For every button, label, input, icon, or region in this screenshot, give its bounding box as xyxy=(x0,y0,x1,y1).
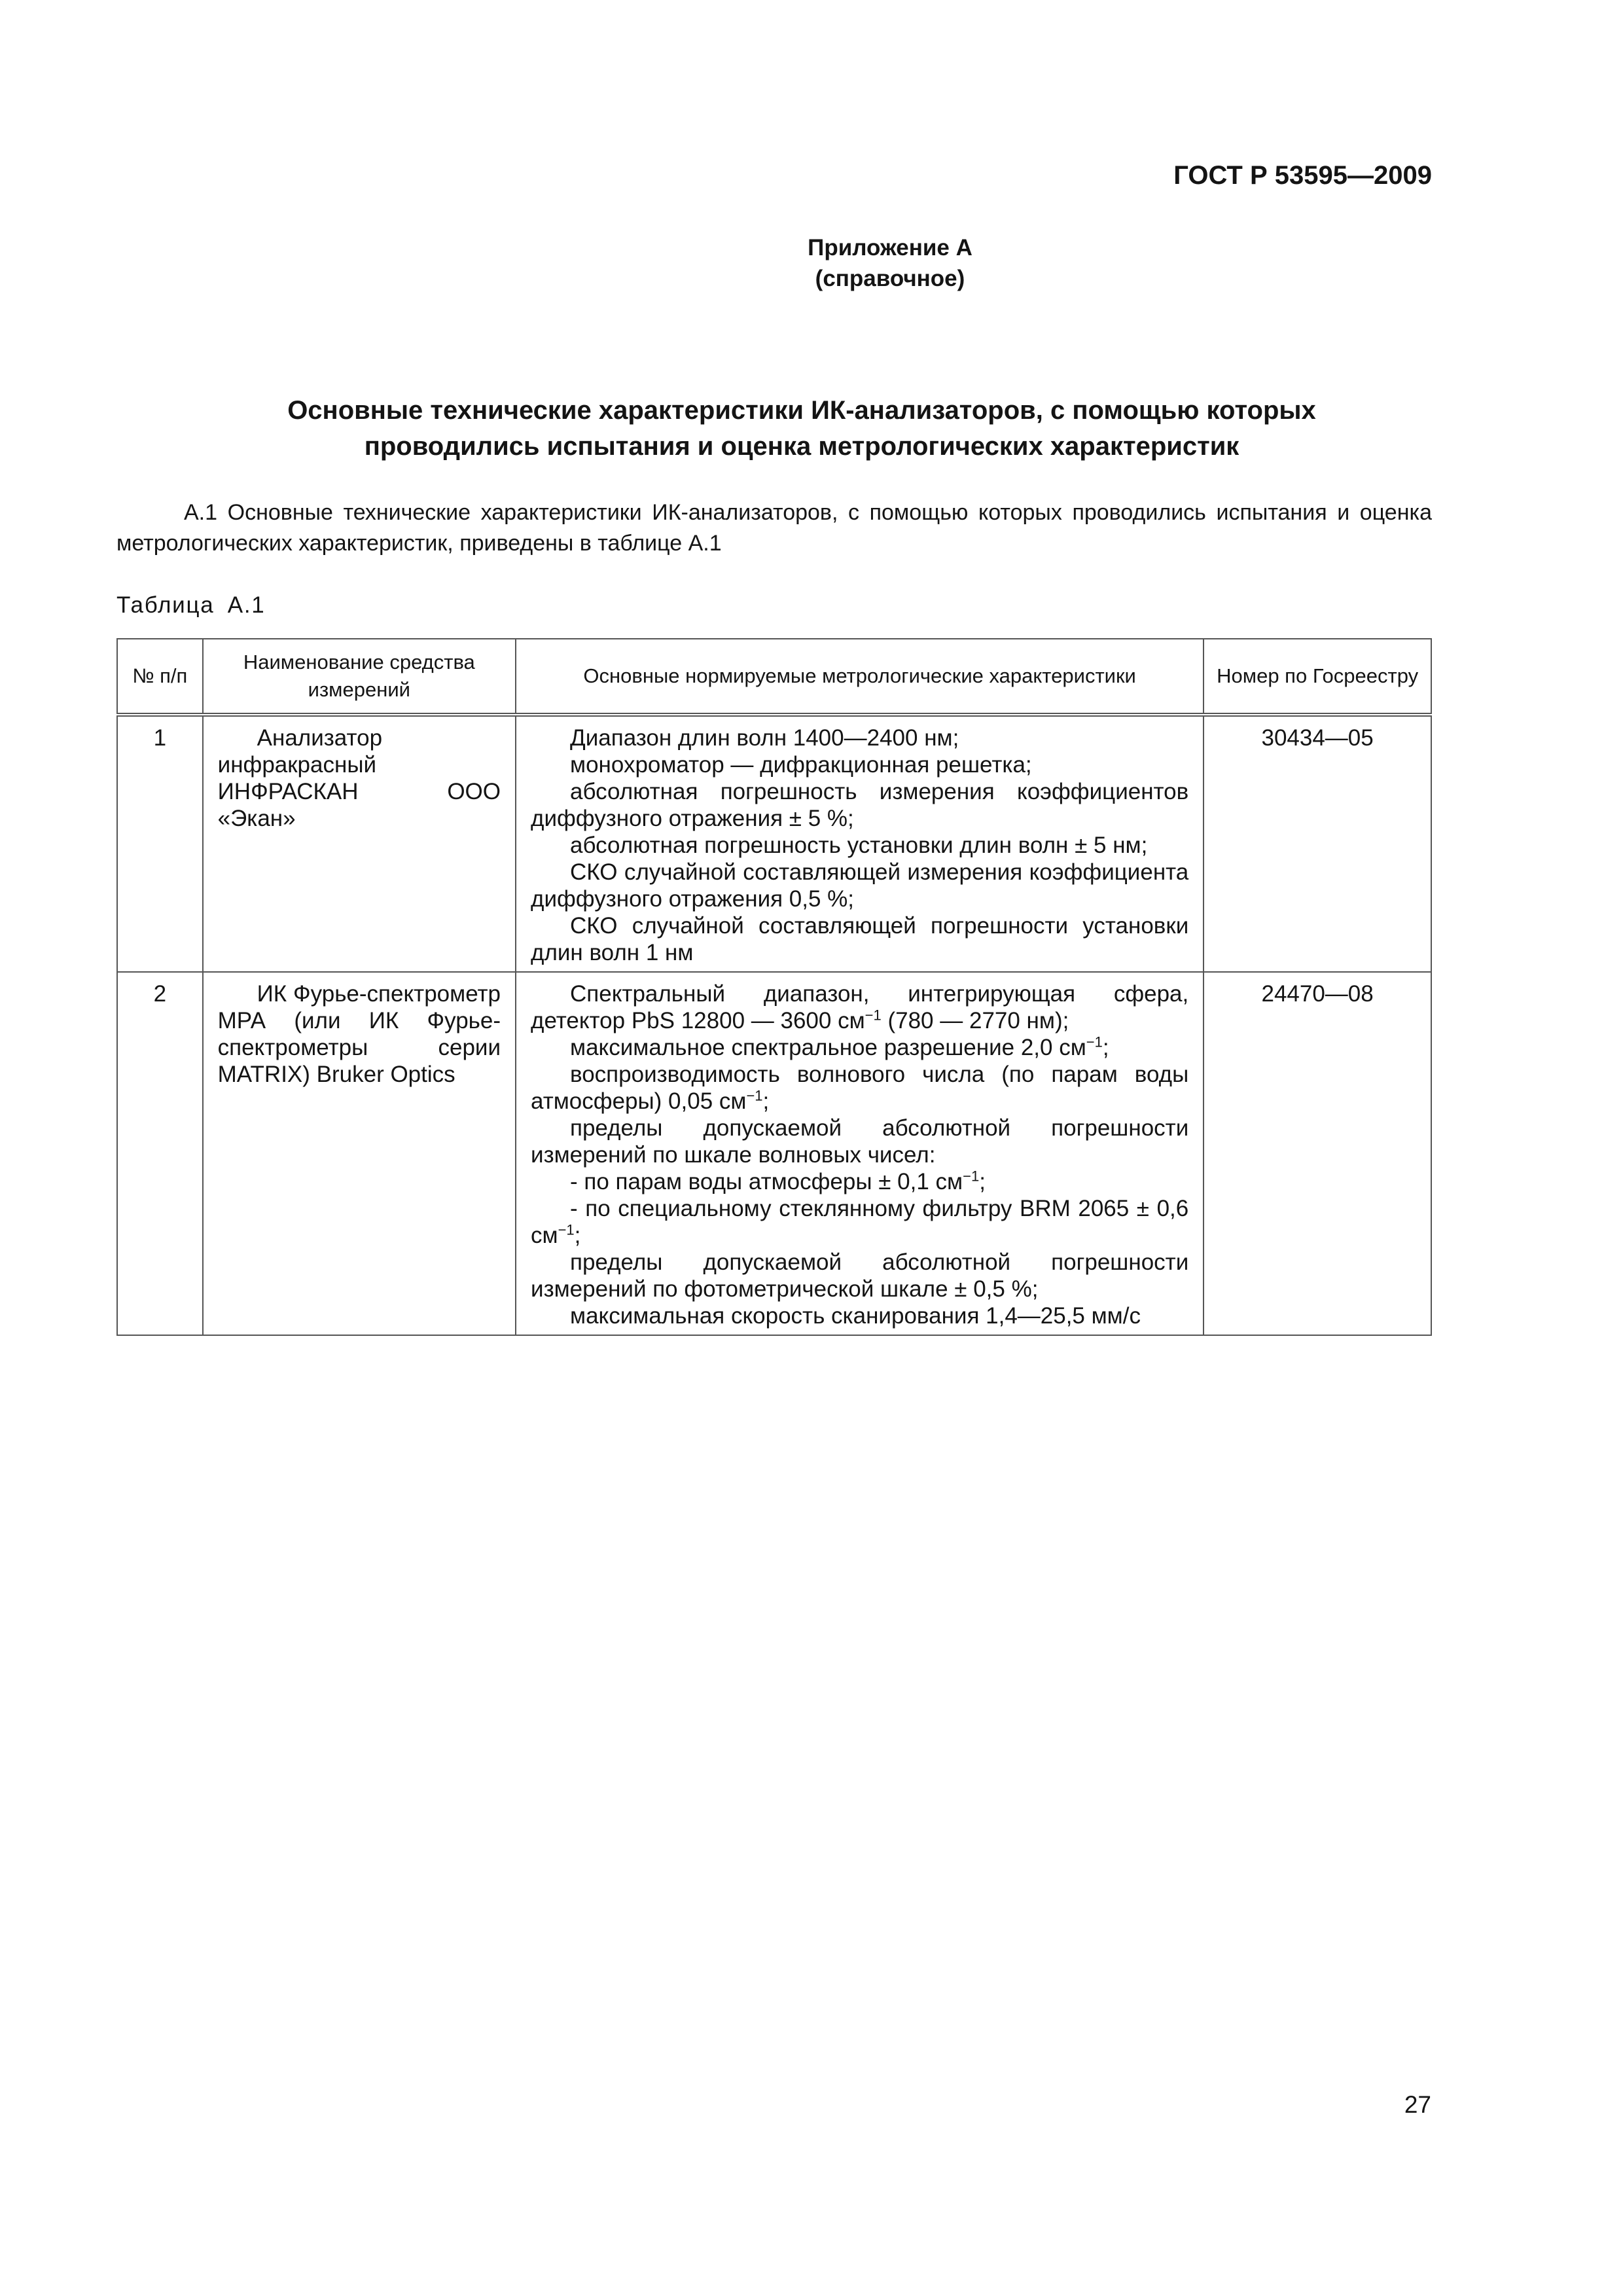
instrument-name-cell xyxy=(203,972,516,1335)
characteristic-item: СКО случайной составляющей измерения коэффициента диффузного отражения 0,5 %; xyxy=(531,859,1189,912)
table-caption-number: А.1 xyxy=(227,592,266,618)
header-num: № п/п xyxy=(117,639,203,715)
section-title xyxy=(170,393,1433,465)
characteristic-item: пределы допускаемой абсолютной погрешности измерений по фотометрической шкале ± 0,5 %; xyxy=(531,1249,1189,1302)
instrument-name: ИК Фурье-спектрометр МРА (или ИК Фурье-спектрометры серии MATRIX) Bruker Optics xyxy=(217,981,501,1087)
document-code: ГОСТ Р 53595—2009 xyxy=(1173,161,1432,190)
registry-number: 24470—08 xyxy=(1204,972,1431,1335)
characteristic-item: абсолютная погрешность установки длин волн ± 5 нм; xyxy=(570,833,1148,858)
characteristic-item: абсолютная погрешность измерения коэффициентов диффузного отражения ± 5 %; xyxy=(531,779,1189,831)
characteristic-item: максимальное спектральное разрешение 2,0 $см^{-1}$; xyxy=(570,1033,1109,1060)
appendix-heading xyxy=(0,232,1623,294)
characteristic-item: - по специальному стеклянному фильтру BRM 2065 ± 0,6 $см^{-1}$; xyxy=(531,1196,1189,1248)
table-row xyxy=(117,972,1431,1335)
header-registry: Номер по Госреестру xyxy=(1204,639,1431,715)
instrument-name-cell xyxy=(203,715,516,972)
characteristic-item: монохроматор — дифракционная решетка; xyxy=(570,752,1032,778)
registry-number: 30434—05 xyxy=(1204,715,1431,972)
instrument-name: Анализатор инфракрасный ИНФРАСКАН ООО «Экан» xyxy=(217,725,501,831)
characteristic-item: пределы допускаемой абсолютной погрешности измерений по шкале волновых чисел: xyxy=(531,1115,1189,1168)
header-name: Наименование средства измерений xyxy=(203,639,516,715)
characteristics-table xyxy=(116,638,1432,1336)
characteristics-cell xyxy=(516,715,1204,972)
characteristic-item: максимальная скорость сканирования 1,4—25,5 мм/с xyxy=(570,1303,1141,1329)
characteristic-item: СКО случайной составляющей погрешности установки длин волн 1 нм xyxy=(531,913,1189,965)
table-row xyxy=(117,715,1431,972)
section-title-line2: проводились испытания и оценка метрологических характеристик xyxy=(364,432,1240,461)
table-caption-word: Таблица xyxy=(116,592,215,618)
characteristic-item: Диапазон длин волн 1400—2400 нм; xyxy=(570,725,959,751)
header-characteristics: Основные нормируемые метрологические характеристики xyxy=(516,639,1204,715)
section-title-line1: Основные технические характеристики ИК-анализаторов, с помощью которых xyxy=(287,396,1316,425)
table-caption xyxy=(116,592,266,619)
intro-paragraph: А.1 Основные технические характеристики ИК-анализаторов, с помощью которых проводились испытания и оценка метрологических характеристик, приведены в таблице А.1 xyxy=(116,500,1432,556)
characteristic-item: Спектральный диапазон, интегрирующая сфера, детектор PbS 12800 — 3600 $см^{-1}$ (780 — 2770 нм); xyxy=(531,981,1189,1033)
page-number: 27 xyxy=(1404,2091,1431,2118)
characteristics-cell xyxy=(516,972,1204,1335)
appendix-title: Приложение А xyxy=(808,235,972,260)
characteristic-item: - по парам воды атмосферы ± 0,1 $см^{-1}$; xyxy=(570,1168,986,1194)
table-body xyxy=(117,715,1431,1335)
appendix-subtitle: (справочное) xyxy=(815,266,965,291)
table-header-row xyxy=(117,639,1431,715)
row-number: 1 xyxy=(117,715,203,972)
characteristic-item: воспроизводимость волнового числа (по парам воды атмосферы) 0,05 $см^{-1}$; xyxy=(531,1062,1189,1114)
row-number: 2 xyxy=(117,972,203,1335)
